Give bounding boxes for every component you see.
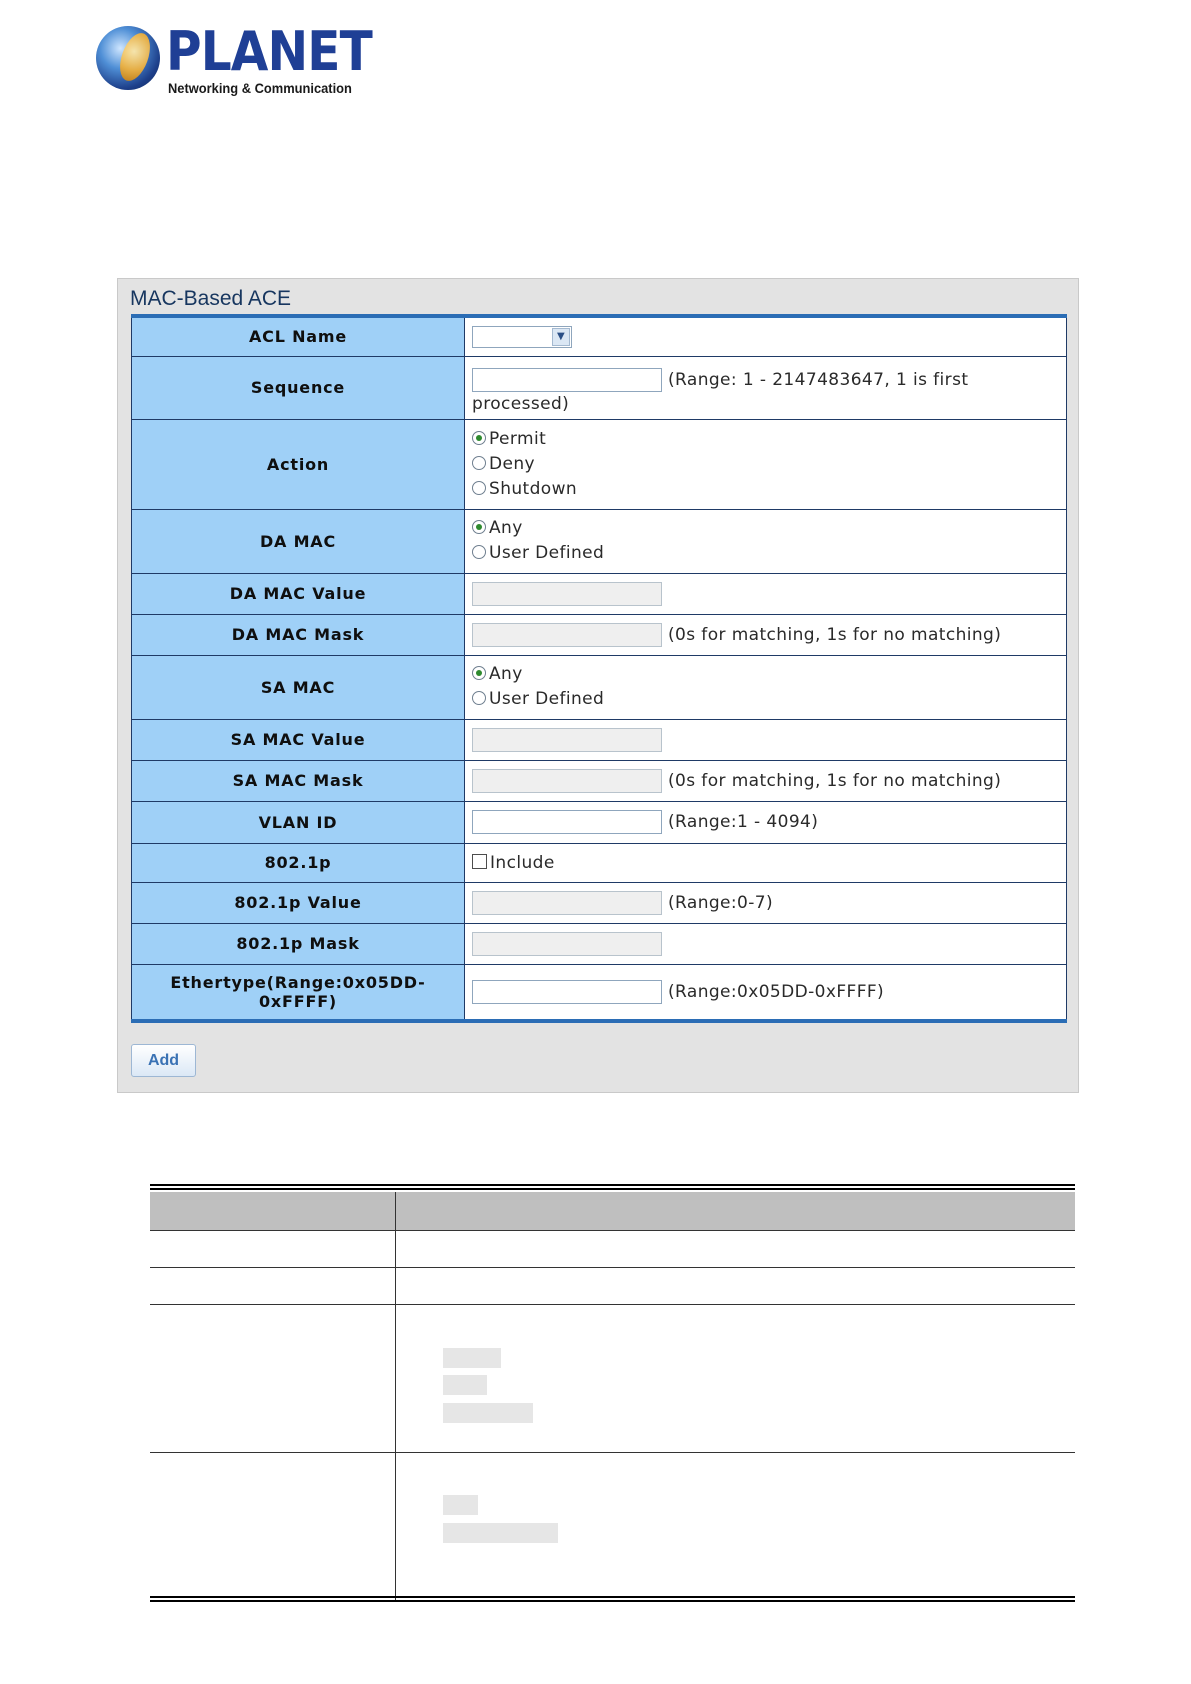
column-divider xyxy=(395,1192,396,1600)
brand-name: PLANET xyxy=(166,20,372,83)
da-mac-value-input[interactable] xyxy=(472,582,662,606)
redacted-text xyxy=(443,1403,533,1423)
sequence-hint-cont: processed) xyxy=(472,393,570,414)
da-mac-label: DA MAC xyxy=(132,509,465,573)
table-header xyxy=(150,1192,1075,1230)
row-da-mac-mask xyxy=(132,614,1067,655)
da-mac-user-defined-option[interactable]: User Defined xyxy=(472,541,1066,566)
sa-mac-label: SA MAC xyxy=(132,655,465,719)
sa-mac-user-defined-option[interactable]: User Defined xyxy=(472,687,1066,712)
acl-name-select[interactable] xyxy=(472,326,572,348)
radio-selected-icon[interactable] xyxy=(472,520,486,534)
8021p-value-label: 802.1p Value xyxy=(132,882,465,923)
row-divider xyxy=(150,1452,1075,1453)
table-top-rule xyxy=(150,1184,1075,1190)
sa-mac-any-option[interactable]: Any xyxy=(472,662,1066,687)
row-da-mac xyxy=(132,509,1067,573)
redacted-text xyxy=(443,1348,501,1368)
redacted-text xyxy=(443,1495,478,1515)
row-divider xyxy=(150,1304,1075,1305)
brand-tagline: Networking & Communication xyxy=(168,80,352,96)
radio-icon[interactable] xyxy=(472,481,486,495)
8021p-mask-label: 802.1p Mask xyxy=(132,923,465,964)
sa-mac-mask-input[interactable] xyxy=(472,769,662,793)
mac-based-ace-panel xyxy=(117,278,1079,1093)
radio-icon[interactable] xyxy=(472,691,486,705)
row-sa-mac-mask xyxy=(132,760,1067,801)
da-mac-mask-hint: (0s for matching, 1s for no matching) xyxy=(668,624,1002,645)
action-deny-option[interactable]: Deny xyxy=(472,452,1066,477)
row-8021p-mask xyxy=(132,923,1067,964)
row-vlan-id xyxy=(132,801,1067,843)
row-acl-name xyxy=(132,316,1067,356)
row-divider xyxy=(150,1267,1075,1268)
8021p-include-checkbox[interactable]: Include xyxy=(472,853,555,873)
8021p-value-input[interactable] xyxy=(472,891,662,915)
da-mac-any-option[interactable]: Any xyxy=(472,516,1066,541)
vlan-id-label: VLAN ID xyxy=(132,801,465,843)
acl-name-label: ACL Name xyxy=(132,316,465,356)
chevron-down-icon[interactable]: ▼ xyxy=(552,328,570,346)
planet-logo xyxy=(96,20,372,96)
sequence-label: Sequence xyxy=(132,356,465,419)
row-sa-mac xyxy=(132,655,1067,719)
panel-title: MAC-Based ACE xyxy=(130,287,292,310)
table-bottom-rule xyxy=(150,1596,1075,1602)
sequence-input[interactable] xyxy=(472,368,662,392)
ethertype-input[interactable] xyxy=(472,980,662,1004)
sa-mac-value-label: SA MAC Value xyxy=(132,719,465,760)
sa-mac-value-input[interactable] xyxy=(472,728,662,752)
row-8021p xyxy=(132,843,1067,882)
action-shutdown-option[interactable]: Shutdown xyxy=(472,477,1066,502)
row-action xyxy=(132,419,1067,509)
sequence-hint: (Range: 1 - 2147483647, 1 is first xyxy=(668,369,969,390)
vlan-id-hint: (Range:1 - 4094) xyxy=(668,812,819,832)
add-button[interactable]: Add xyxy=(131,1044,196,1077)
row-sa-mac-value xyxy=(132,719,1067,760)
row-divider xyxy=(150,1230,1075,1231)
vlan-id-input[interactable] xyxy=(472,810,662,834)
da-mac-mask-label: DA MAC Mask xyxy=(132,614,465,655)
redacted-text xyxy=(443,1523,558,1543)
checkbox-icon[interactable] xyxy=(472,854,487,869)
8021p-mask-input[interactable] xyxy=(472,932,662,956)
ethertype-label: Ethertype(Range:0x05DD- 0xFFFF) xyxy=(132,964,465,1021)
radio-icon[interactable] xyxy=(472,545,486,559)
8021p-label: 802.1p xyxy=(132,843,465,882)
radio-selected-icon[interactable] xyxy=(472,666,486,680)
ethertype-hint: (Range:0x05DD-0xFFFF) xyxy=(668,981,885,1002)
radio-selected-icon[interactable] xyxy=(472,431,486,445)
radio-icon[interactable] xyxy=(472,456,486,470)
8021p-value-hint: (Range:0-7) xyxy=(668,892,774,913)
da-mac-mask-input[interactable] xyxy=(472,623,662,647)
sa-mac-mask-label: SA MAC Mask xyxy=(132,760,465,801)
row-ethertype xyxy=(132,964,1067,1021)
sa-mac-mask-hint: (0s for matching, 1s for no matching) xyxy=(668,770,1002,791)
da-mac-value-label: DA MAC Value xyxy=(132,573,465,614)
action-permit-option[interactable]: Permit xyxy=(472,427,1066,452)
row-8021p-value xyxy=(132,882,1067,923)
row-da-mac-value xyxy=(132,573,1067,614)
redacted-text xyxy=(443,1375,487,1395)
action-label: Action xyxy=(132,419,465,509)
row-sequence xyxy=(132,356,1067,419)
ace-form-table xyxy=(131,314,1067,1023)
